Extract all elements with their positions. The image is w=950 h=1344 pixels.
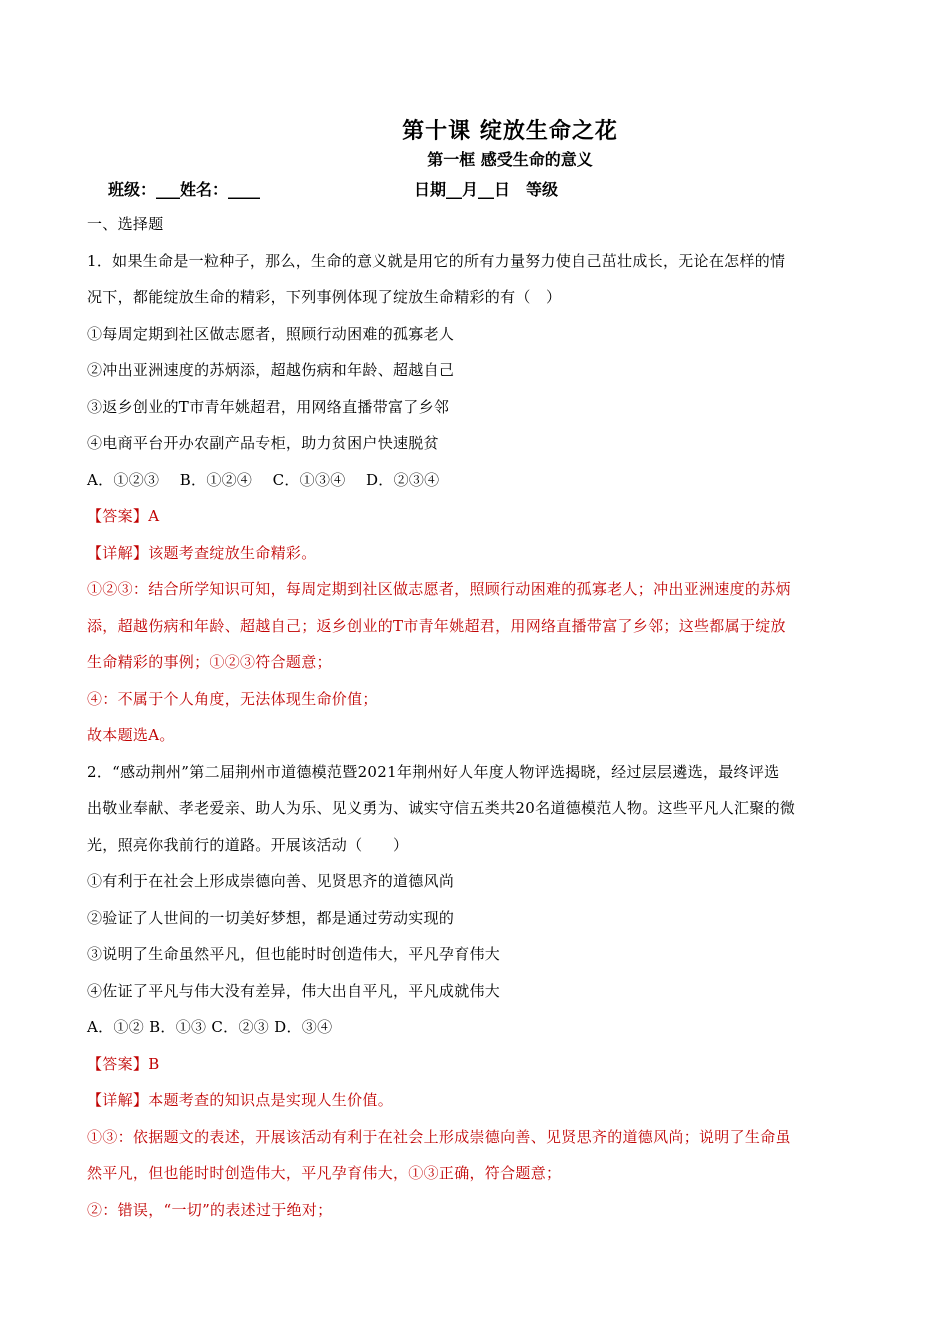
detail-line [87,1082,864,1119]
analysis-line: 添，超越伤病和年龄、超越自己；返乡创业的T市青年姚超君，用网络直播带富了乡邻；这些都属于绽放 [87,616,786,635]
answer-line [87,498,864,535]
analysis-line: 然平凡，但也能时时创造伟大，平凡孕育伟大，①③正确，符合题意； [87,1164,562,1182]
question-item: ③返乡创业的T市青年姚超君，用网络直播带富了乡邻 [87,397,450,416]
detail-intro: 本题考查的知识点是实现人生价值。 [148,1091,394,1109]
question-options: A．①② B．①③ C．②③ D．③④ [87,1018,333,1036]
question-content [87,206,864,1228]
question-stem-line: 出敬业奉献、孝老爱亲、助人为乐、见义勇为、诚实守信五类共20名道德模范人物。这些平凡人汇聚的微 [87,799,796,817]
class-name-field: 班级：___姓名：____ [108,180,261,199]
answer-value: B [148,1054,160,1073]
analysis-line: ④：不属于个人角度，无法体现生命价值； [87,689,378,708]
answer-tag: 【答案】 [87,1054,149,1073]
question-stem-line: 况下，都能绽放生命的精彩，下列事例体现了绽放生命精彩的有（ ） [87,288,562,306]
analysis-line: ①③：依据题文的表述，开展该活动有利于在社会上形成崇德向善、见贤思齐的道德风尚；说明了生命虽 [87,1127,791,1146]
question-item: ①有利于在社会上形成崇德向善、见贤思齐的道德风尚 [87,872,455,890]
detail-intro: 该题考查绽放生命精彩。 [148,543,317,562]
question-item: ③说明了生命虽然平凡，但也能时时创造伟大，平凡孕育伟大 [87,945,501,963]
analysis-line: ②：错误，“一切”的表述过于绝对； [87,1200,333,1219]
question-stem-line: 1．如果生命是一粒种子，那么，生命的意义就是用它的所有力量努力使自己茁壮成长，无论在怎样的情 [87,251,786,270]
detail-tag: 【详解】 [87,543,149,562]
detail-line [87,535,864,572]
analysis-line: 故本题选A。 [87,726,175,744]
question-2 [87,754,864,1229]
lesson-subtitle: 第一框 感受生命的意义 [427,150,593,169]
question-options: A．①②③ B．①②④ C．①③④ D．②③④ [87,470,440,489]
question-item: ④电商平台开办农副产品专柜，助力贫困户快速脱贫 [87,434,439,452]
answer-tag: 【答案】 [87,507,149,525]
date-grade-field: 日期__月__日 等级 [414,180,559,199]
answer-value: A [148,507,160,525]
section-title: 一、选择题 [87,215,164,233]
question-item: ②冲出亚洲速度的苏炳添，超越伤病和年龄、超越自己 [87,361,455,379]
question-stem-line: 光，照亮你我前行的道路。开展该活动（ ） [87,835,409,854]
question-stem-line: 2．“感动荆州”第二届荆州市道德模范暨2021年荆州好人年度人物评选揭晓，经过层层遴选，最终评选 [87,762,780,781]
answer-line [87,1046,864,1083]
detail-tag: 【详解】 [87,1091,149,1109]
question-item: ①每周定期到社区做志愿者，照顾行动困难的孤寡老人 [87,324,455,343]
question-item: ④佐证了平凡与伟大没有差异，伟大出自平凡，平凡成就伟大 [87,981,501,1000]
analysis-line: 生命精彩的事例；①②③符合题意； [87,653,332,671]
question-1 [87,243,864,754]
analysis-line: ①②③：结合所学知识可知，每周定期到社区做志愿者，照顾行动困难的孤寡老人；冲出亚洲速度的苏炳 [87,580,791,598]
question-item: ②验证了人世间的一切美好梦想，都是通过劳动实现的 [87,908,455,927]
lesson-title: 第十课 绽放生命之花 [402,118,618,144]
